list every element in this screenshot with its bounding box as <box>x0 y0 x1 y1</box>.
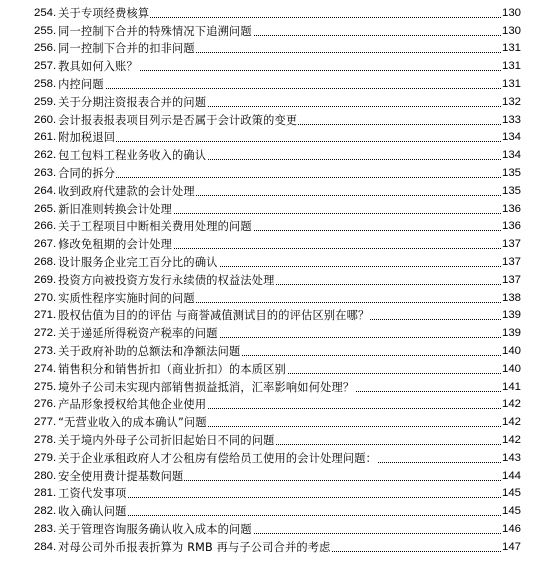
toc-entry-left <box>34 149 207 162</box>
toc-entry-left <box>34 470 184 483</box>
toc-entry-number: 283. <box>34 522 57 535</box>
toc-entry-title[interactable]: 股权估值为目的的评估 与商誉减值测试目的的评估区别在哪？ <box>58 309 370 323</box>
toc-entry-page[interactable]: 145 <box>501 505 521 518</box>
toc-entry-title[interactable]: 包工包料工程业务收入的确认 <box>58 149 207 163</box>
toc-entry-title[interactable]: 教具如何入账？ <box>58 60 138 74</box>
toc-entry-number: 279. <box>34 451 57 464</box>
toc-entry[interactable] <box>0 342 551 360</box>
toc-entry-number: 273. <box>34 344 57 357</box>
toc-entry-title[interactable]: 收入确认问题 <box>58 505 127 519</box>
toc-entry-number: 254. <box>34 6 57 19</box>
toc-entry-page[interactable]: 136 <box>501 202 521 215</box>
toc-entry-title[interactable]: 投资方向被投资方发行永续债的权益法处理 <box>58 273 275 287</box>
toc-entry-number: 271. <box>34 309 57 322</box>
toc-entry-number: 257. <box>34 60 57 73</box>
toc-entry-left <box>34 327 219 340</box>
toc-entry-left <box>34 203 173 216</box>
toc-entry-left <box>34 220 253 233</box>
toc-entry-title[interactable]: 关于递延所得税资产税率的问题 <box>58 327 218 341</box>
toc-entry[interactable] <box>0 75 551 93</box>
toc-entry-page[interactable]: 137 <box>501 273 521 286</box>
toc-entry-title[interactable]: 新旧准则转换会计处理 <box>58 202 173 216</box>
toc-entry-number: 284. <box>34 540 57 553</box>
toc-entry-number: 260. <box>34 113 57 126</box>
toc-entry[interactable] <box>0 467 551 485</box>
toc-entry[interactable] <box>0 57 551 75</box>
toc-entry-left <box>34 131 116 144</box>
toc-entry-number: 267. <box>34 238 57 251</box>
table-of-contents <box>0 4 551 556</box>
toc-entry-page[interactable]: 137 <box>501 255 521 268</box>
toc-entry-left <box>34 42 196 55</box>
toc-entry[interactable] <box>0 93 551 111</box>
toc-entry-left <box>34 541 332 554</box>
toc-entry-title[interactable]: 附加税退回 <box>58 131 116 145</box>
toc-entry-left <box>34 416 208 429</box>
toc-entry-number: 268. <box>34 255 57 268</box>
toc-entry-number: 261. <box>34 131 57 144</box>
toc-entry-page[interactable]: 140 <box>501 344 521 357</box>
toc-entry-number: 259. <box>34 95 57 108</box>
toc-entry-number: 278. <box>34 433 57 446</box>
toc-entry-page[interactable]: 142 <box>501 433 521 446</box>
toc-entry-title[interactable]: 关于政府补助的总额法和净额法问题 <box>58 344 241 358</box>
toc-entry[interactable] <box>0 146 551 164</box>
toc-entry[interactable] <box>0 4 551 22</box>
toc-entry-left <box>34 185 196 198</box>
toc-entry-page[interactable]: 139 <box>501 327 521 340</box>
toc-entry-page[interactable]: 131 <box>501 60 521 73</box>
toc-entry-title[interactable]: 同一控制下合并的特殊情况下追溯问题 <box>58 24 252 38</box>
toc-entry-number: 266. <box>34 220 57 233</box>
toc-entry-title[interactable]: 对母公司外币报表折算为 RMB 再与子公司合并的考虑 <box>58 540 331 554</box>
toc-entry-left <box>34 7 150 20</box>
toc-entry-left <box>34 487 128 500</box>
toc-entry-title[interactable]: 关于专项经费核算 <box>58 6 150 20</box>
toc-entry[interactable] <box>0 253 551 271</box>
toc-entry[interactable] <box>0 485 551 503</box>
toc-entry[interactable] <box>0 22 551 40</box>
toc-entry-title[interactable]: 关于管理咨询服务确认收入成本的问题 <box>58 522 252 536</box>
toc-entry-left <box>34 523 253 536</box>
toc-entry-left <box>34 167 116 180</box>
toc-entry-number: 274. <box>34 362 57 375</box>
toc-entry-left <box>34 363 287 376</box>
toc-entry-number: 270. <box>34 291 57 304</box>
toc-entry[interactable] <box>0 378 551 396</box>
toc-entry[interactable] <box>0 396 551 414</box>
toc-entry-page[interactable]: 130 <box>501 24 521 37</box>
toc-entry-title[interactable]: 关于分期注资报表合并的问题 <box>58 95 207 109</box>
toc-entry[interactable] <box>0 449 551 467</box>
toc-entry[interactable] <box>0 431 551 449</box>
toc-entry-left <box>34 25 253 38</box>
toc-entry-number: 269. <box>34 273 57 286</box>
toc-entry-left <box>34 256 219 269</box>
toc-entry[interactable] <box>0 271 551 289</box>
toc-entry[interactable] <box>0 200 551 218</box>
toc-entry-page[interactable]: 130 <box>501 6 521 19</box>
toc-entry-number: 281. <box>34 487 57 500</box>
toc-entry-left <box>34 114 298 127</box>
toc-entry-page[interactable]: 147 <box>501 540 521 553</box>
toc-entry-left <box>34 96 207 109</box>
toc-entry-title[interactable]: 关于企业承租政府人才公租房有偿给员工使用的会计处理问题： <box>58 451 378 465</box>
toc-entry[interactable] <box>0 218 551 236</box>
toc-entry-title[interactable]: 合同的拆分 <box>58 166 116 180</box>
toc-entry[interactable] <box>0 538 551 556</box>
toc-entry-page[interactable]: 134 <box>501 149 521 162</box>
toc-entry-number: 258. <box>34 77 57 90</box>
toc-entry-page[interactable]: 138 <box>501 291 521 304</box>
toc-entry-number: 263. <box>34 166 57 179</box>
toc-entry-title[interactable]: 产品形象授权给其他企业使用 <box>58 398 207 412</box>
toc-entry-page[interactable]: 139 <box>501 309 521 322</box>
toc-entry-page[interactable]: 136 <box>501 220 521 233</box>
toc-entry[interactable] <box>0 164 551 182</box>
toc-entry-title[interactable]: 收到政府代建款的会计处理 <box>58 184 195 198</box>
toc-entry-title[interactable]: 关于境内外母子公司折旧起始日不同的问题 <box>58 433 275 447</box>
toc-entry-page[interactable]: 142 <box>501 416 521 429</box>
toc-entry-title[interactable]: 境外子公司未实现内部销售损益抵消，汇率影响如何处理？ <box>58 380 355 394</box>
toc-entry-page[interactable]: 131 <box>501 77 521 90</box>
toc-entry-number: 276. <box>34 398 57 411</box>
toc-entry-title[interactable]: 内控问题 <box>58 77 104 91</box>
toc-entry-number: 277. <box>34 416 57 429</box>
toc-entry-title[interactable]: 会计报表报表项目列示是否属于会计政策的变更 <box>58 113 298 127</box>
toc-entry-left <box>34 434 276 447</box>
toc-entry-left <box>34 452 378 465</box>
toc-entry-page[interactable]: 137 <box>501 238 521 251</box>
toc-entry-number: 265. <box>34 202 57 215</box>
toc-entry-number: 282. <box>34 505 57 518</box>
toc-entry-number: 262. <box>34 149 57 162</box>
toc-entry-left <box>34 505 128 518</box>
toc-entry-left <box>34 78 105 91</box>
toc-entry-title[interactable]: 关于工程项目中断相关费用处理的问题 <box>58 220 252 234</box>
toc-entry-title[interactable]: 工资代发事项 <box>58 487 127 501</box>
toc-entry-left <box>34 345 241 358</box>
toc-entry-title[interactable]: 销售积分和销售折扣（商业折扣）的本质区别 <box>58 362 286 376</box>
toc-entry-number: 264. <box>34 184 57 197</box>
toc-entry-number: 255. <box>34 24 57 37</box>
toc-entry[interactable] <box>0 502 551 520</box>
toc-entry-page[interactable]: 142 <box>501 398 521 411</box>
toc-entry-page[interactable]: 141 <box>501 380 521 393</box>
toc-entry[interactable] <box>0 413 551 431</box>
toc-entry-page[interactable]: 145 <box>501 487 521 500</box>
toc-entry-title[interactable]: “无营业收入的成本确认”问题 <box>58 416 207 430</box>
toc-entry-number: 280. <box>34 469 57 482</box>
toc-entry-title[interactable]: 设计服务企业完工百分比的确认 <box>58 255 218 269</box>
toc-entry[interactable] <box>0 40 551 58</box>
toc-entry[interactable] <box>0 289 551 307</box>
toc-entry-page[interactable]: 131 <box>501 42 521 55</box>
toc-entry-page[interactable]: 132 <box>501 95 521 108</box>
toc-entry[interactable] <box>0 520 551 538</box>
toc-entry-page[interactable]: 135 <box>501 166 521 179</box>
toc-entry-left <box>34 398 207 411</box>
toc-entry-left <box>34 309 370 322</box>
dot-leader <box>34 88 511 89</box>
toc-entry-left <box>34 274 276 287</box>
toc-entry-title[interactable]: 修改免租期的会计处理 <box>58 238 173 252</box>
toc-entry-page[interactable]: 143 <box>501 451 521 464</box>
toc-entry-page[interactable]: 140 <box>501 362 521 375</box>
toc-entry[interactable] <box>0 129 551 147</box>
toc-entry-page[interactable]: 134 <box>501 131 521 144</box>
toc-entry-number: 272. <box>34 327 57 340</box>
toc-entry-left <box>34 238 173 251</box>
toc-entry-left <box>34 292 196 305</box>
toc-entry[interactable] <box>0 360 551 378</box>
toc-entry[interactable] <box>0 182 551 200</box>
toc-entry[interactable] <box>0 111 551 129</box>
toc-entry-page[interactable]: 146 <box>501 522 521 535</box>
toc-entry-page[interactable]: 135 <box>501 184 521 197</box>
toc-entry-number: 275. <box>34 380 57 393</box>
toc-entry-title[interactable]: 同一控制下合并的扣非问题 <box>58 42 195 56</box>
toc-entry-page[interactable]: 133 <box>501 113 521 126</box>
toc-entry[interactable] <box>0 324 551 342</box>
toc-entry-number: 256. <box>34 42 57 55</box>
toc-entry[interactable] <box>0 235 551 253</box>
toc-entry-title[interactable]: 安全使用费计提基数问题 <box>58 469 184 483</box>
toc-entry-title[interactable]: 实质性程序实施时间的问题 <box>58 291 195 305</box>
toc-entry-left <box>34 381 355 394</box>
toc-entry-page[interactable]: 144 <box>501 469 521 482</box>
toc-entry[interactable] <box>0 307 551 325</box>
toc-entry-left <box>34 60 139 73</box>
